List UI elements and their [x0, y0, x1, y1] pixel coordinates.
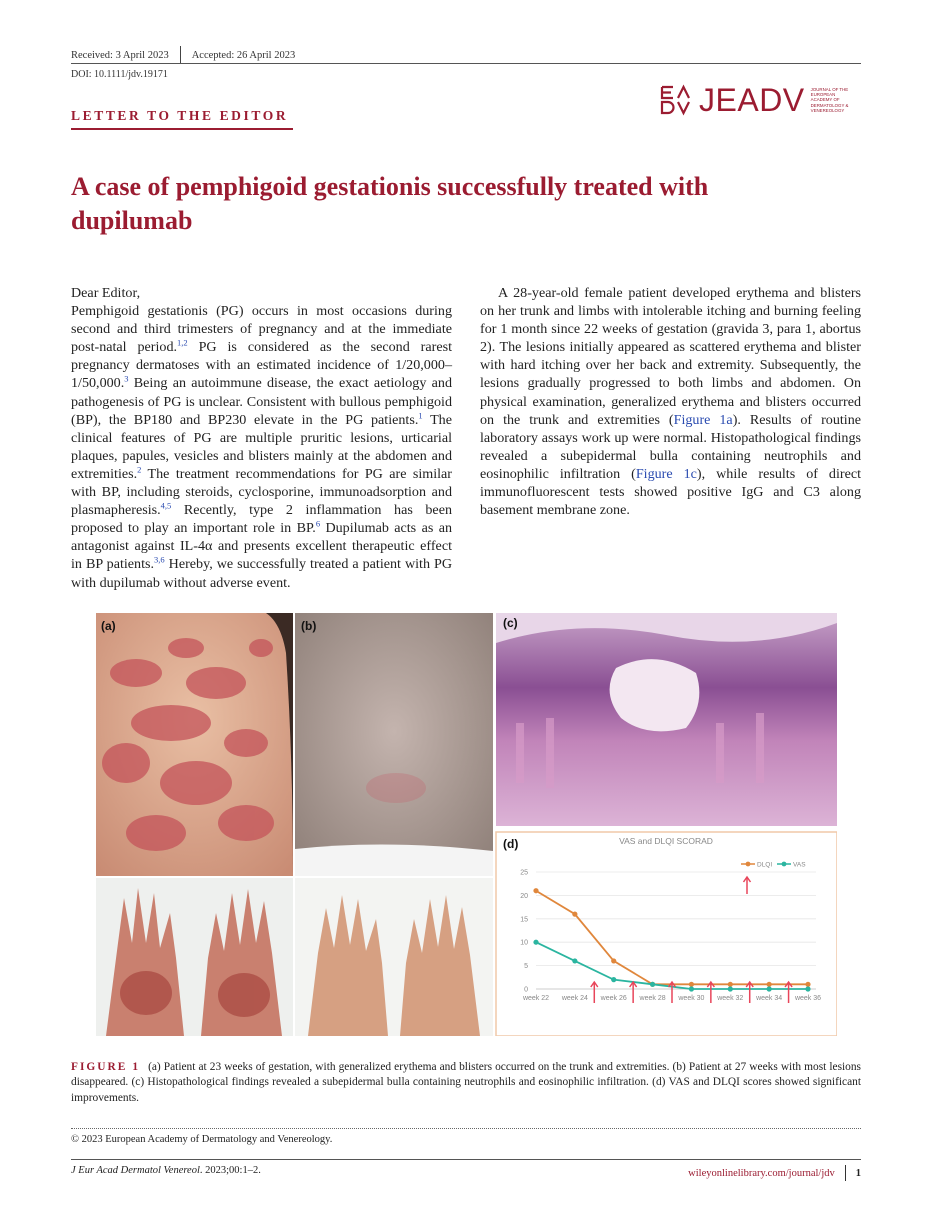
- citation: [71, 1165, 261, 1176]
- header-rule: [71, 63, 861, 64]
- legend-dot-dlqi: [746, 862, 751, 867]
- eadv-mark-icon: [660, 84, 692, 116]
- ref-2[interactable]: 2: [137, 464, 142, 475]
- x-tick-label: week 36: [794, 995, 822, 1002]
- citation-volume: . 2023;00:1–2.: [199, 1165, 261, 1176]
- journal-name: JEADV: [699, 82, 805, 118]
- footer-dotted-rule: [71, 1128, 861, 1129]
- figure-caption-label: FIGURE 1: [71, 1061, 141, 1073]
- x-tick-label: week 22: [522, 995, 550, 1002]
- figure-1: [96, 613, 837, 1036]
- series-point-vas: [689, 986, 694, 991]
- section-underline: [71, 128, 293, 130]
- y-tick-label: 25: [520, 869, 528, 877]
- x-tick-label: week 30: [678, 995, 705, 1002]
- series-point-dlqi: [611, 958, 616, 963]
- y-tick-label: 15: [520, 916, 528, 924]
- salutation: Dear Editor,: [71, 285, 141, 301]
- figure-caption: [71, 1060, 861, 1106]
- ref-3[interactable]: 3: [124, 373, 129, 384]
- received-date: Received: 3 April 2023: [71, 49, 169, 61]
- x-tick-label: week 32: [717, 995, 744, 1002]
- citation-journal: J Eur Acad Dermatol Venereol: [71, 1165, 200, 1176]
- ref-1[interactable]: 1: [418, 409, 423, 420]
- body-column-right: [480, 284, 861, 519]
- legend-label-dlqi: DLQI: [757, 861, 773, 869]
- series-point-dlqi: [728, 982, 733, 987]
- y-tick-label: 10: [520, 939, 528, 947]
- series-point-dlqi: [767, 982, 772, 987]
- footer-rule: [71, 1159, 861, 1160]
- footer-separator: [845, 1165, 846, 1181]
- panel-d-chart: [496, 832, 837, 1036]
- header-separator: [180, 46, 181, 64]
- journal-url-link[interactable]: wileyonlinelibrary.com/journal/jdv: [688, 1167, 835, 1179]
- accepted-date: Accepted: 26 April 2023: [191, 49, 296, 61]
- chart-title: VAS and DLQI SCORAD: [619, 836, 713, 846]
- series-point-dlqi: [572, 912, 577, 917]
- series-point-dlqi: [533, 888, 538, 893]
- panel-b-label: (b): [301, 619, 317, 633]
- series-point-vas: [767, 986, 772, 991]
- panel-a-label: (a): [101, 619, 116, 633]
- journal-subtitle: JOURNAL OF THE EUROPEAN ACADEMY OF DERMATOLOGY & VENEREOLOGY: [810, 86, 849, 113]
- ref-3-6[interactable]: 3,6: [154, 554, 165, 565]
- article-title: A case of pemphigoid gestationis successfully treated with dupilumab: [71, 172, 709, 235]
- figure-caption-text: (a) Patient at 23 weeks of gestation, with generalized erythema and blisters occurred on the trunk and extremities. (b) Patient at 27 weeks with most lesions disappeared. (c) Histopathological findings revealed a subepidermal bulla containing neutrophils and eosinophilic infiltration. (d) VAS and DLQI scores showed significant improvements.: [71, 1061, 861, 1104]
- x-tick-label: week 26: [600, 995, 627, 1002]
- panel-a-hands-photo: [96, 878, 293, 1036]
- y-tick-label: 0: [524, 986, 528, 994]
- footer-right: [688, 1165, 861, 1181]
- x-tick-label: week 28: [639, 995, 666, 1002]
- paragraph-1: Pemphigoid gestationis (PG) occurs in most occasions during second and third trimesters of pregnancy and at the immediate post-natal period.$^{1,2}$ PG is considered as the second rarest pregnancy dermatoses with an estimated incidence of 1/20,000–1/50,000.$^3$ Being an autoimmune disease, the exact aetiology and pathogenesis of PG is unclear. Consistent with bullous pemphigoid (BP), the BP180 and BP230 elevate in the PG patients.$^1$ The clinical features of PG are multiple pruritic lesions, urticarial plaques, papules, vesicles and blisters mainly at the abdomen and extremities.$^2$ The treatment recommendations for PG are similar with BP, including steroids, cyclosporine, immunoadsorption and plasmapheresis.$^{4,5}$ Recently, type 2 inflammation has been proposed to play an important role in BP.$^6$ Dupilumab acts as an antagonist against IL-4α and presents excellent therapeutic effect in BP patients.$^{3,6}$ Hereby, we successfully treated a patient with PG with dupilumab without adverse event.: [71, 303, 453, 591]
- section-label: LETTER TO THE EDITOR: [71, 108, 289, 123]
- legend-dot-vas: [782, 862, 787, 867]
- article-dates: [71, 46, 295, 64]
- journal-logo: [660, 84, 853, 116]
- panel-c-histology-image: [496, 613, 837, 826]
- series-point-dlqi: [689, 982, 694, 987]
- series-point-dlqi: [805, 982, 810, 987]
- legend-label-vas: VAS: [793, 861, 806, 869]
- doi[interactable]: DOI: 10.1111/jdv.19171: [71, 69, 168, 80]
- y-tick-label: 20: [520, 892, 528, 900]
- panel-d-label: (d): [503, 837, 519, 851]
- series-point-vas: [728, 986, 733, 991]
- ref-6[interactable]: 6: [315, 518, 321, 529]
- figure-1c-link[interactable]: Figure 1c: [635, 465, 697, 482]
- panel-a-back-photo: [96, 613, 293, 876]
- ref-4-5[interactable]: 4,5: [160, 500, 172, 511]
- y-tick-label: 5: [524, 963, 528, 971]
- panel-b-hands-photo: [295, 878, 493, 1036]
- figure-1a-link[interactable]: Figure 1a: [673, 411, 733, 428]
- page-number: 1: [855, 1167, 861, 1179]
- body-column-left: [71, 284, 452, 592]
- series-point-vas: [611, 977, 616, 982]
- panel-c-label: (c): [503, 616, 518, 630]
- ref-1-2[interactable]: 1,2: [177, 337, 188, 348]
- series-point-vas: [533, 940, 538, 945]
- series-point-vas: [805, 986, 810, 991]
- panel-b-back-photo: [295, 613, 493, 876]
- x-tick-label: week 24: [561, 995, 588, 1002]
- copyright: © 2023 European Academy of Dermatology and Venereology.: [71, 1134, 333, 1145]
- series-point-vas: [572, 958, 577, 963]
- x-tick-label: week 34: [756, 995, 783, 1002]
- paragraph-2: A 28-year-old female patient developed erythema and blisters on her trunk and limbs with intolerable itching and burning feeling for 1 month since 22 weeks of gestation (gravida 3, para 1, abortus 2). The lesions initially appeared as scattered erythema and blister with hard itching over her back and extremity. Subsequently, the lesions gradually progressed to both limbs and abdomen. On physical examination, generalized erythema and blisters occurred on the trunk and extremities (Figure 1a). Results of routine laboratory assays work up were normal. Histopathological findings revealed a subepidermal bulla containing neutrophils and eosinophilic infiltration (Figure 1c), while results of direct immunofluorescent tests showed positive IgG and C3 along basement membrane zone.: [480, 285, 861, 519]
- series-point-vas: [650, 982, 655, 987]
